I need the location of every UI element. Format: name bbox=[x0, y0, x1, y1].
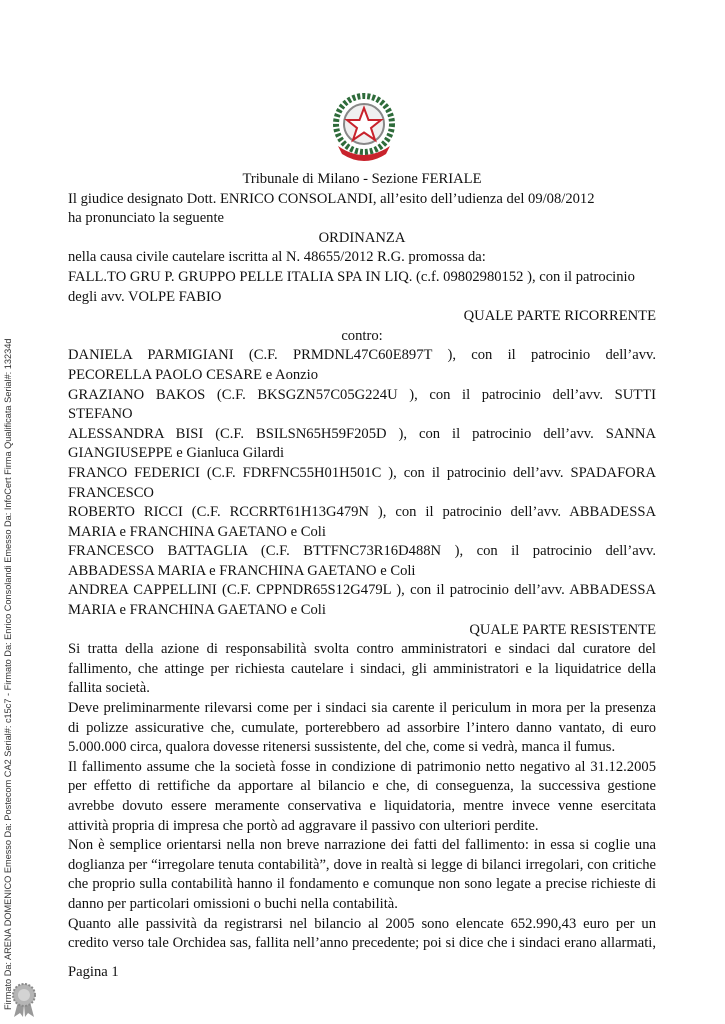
paragraph bbox=[68, 640, 656, 699]
defendant bbox=[68, 425, 656, 464]
plaintiff-line-2: degli avv. VOLPE FABIO bbox=[68, 288, 222, 305]
defendant bbox=[68, 464, 656, 503]
paragraph-line: avrebbe dovuto essere meramente conservativa e liquidatoria, mentre invece venne esercitata bbox=[68, 798, 656, 814]
defendant-line-2: FRANCESCO bbox=[68, 484, 154, 501]
paragraph-line: danno per particolari omissioni o buchi nella contabilità. bbox=[68, 895, 398, 912]
paragraph bbox=[68, 699, 656, 758]
paragraph-line: che proprio sulla contabilità hanno il fondamento e comunque non sono legate a precise richieste di bbox=[68, 876, 656, 893]
defendant-line-1: ALESSANDRA BISI (C.F. BSILSN65H59F205D ), con il patrocinio dell’avv. SANNA bbox=[68, 425, 656, 442]
paragraph-line: credito verso tale Orchidea sas, fallita nell’anno precedente; poi si dice che i sindaci erano allarmati, bbox=[68, 935, 656, 952]
judge-line: Il giudice designato Dott. ENRICO CONSOLANDI, all’esito dell’udienza del 09/08/2012 bbox=[68, 190, 595, 207]
defendant-line-2: PECORELLA PAOLO CESARE e Aonzio bbox=[68, 366, 319, 383]
defendant bbox=[68, 386, 656, 425]
defendant bbox=[68, 346, 656, 385]
paragraph-line: 5.000.000 circa, qualora dovesse ritenersi sussistente, del che, come si vedrà, manca il fumus. bbox=[68, 739, 616, 756]
paragraph-line: di polizze assicurative che, cumulate, porterebbero ad assorbire l’intero danno vantato, di euro bbox=[68, 719, 656, 736]
defendant-line-2: GIANGIUSEPPE e Gianluca Gilardi bbox=[68, 445, 285, 462]
paragraph-line: doglianza per “irregolare tenuta contabilità”, dove in realtà si legge di bilanci irregolari, con critiche bbox=[68, 856, 656, 873]
defendant-line-1: FRANCESCO BATTAGLIA (C.F. BTTFNC73R16D488N ), con il patrocinio dell’avv. bbox=[68, 543, 656, 560]
pronounced-line: ha pronunciato la seguente bbox=[68, 210, 225, 227]
plaintiff-line-1: FALL.TO GRU P. GRUPPO PELLE ITALIA SPA IN LIQ. (c.f. 09802980152 ), con il patrocinio bbox=[68, 268, 635, 285]
defendant-line-2: STEFANO bbox=[68, 406, 133, 423]
paragraph bbox=[68, 758, 656, 836]
court-header: Tribunale di Milano - Sezione FERIALE bbox=[242, 171, 482, 187]
defendant-line-2: ABBADESSA MARIA e FRANCHINA GAETANO e Coli bbox=[68, 562, 416, 579]
paragraph-line: fallita società. bbox=[68, 680, 150, 697]
paragraph-line: per effetto di rettifiche da apportare al bilancio e che, di conseguenza, la successiva gestione bbox=[68, 778, 656, 795]
defendant-line-1: ANDREA CAPPELLINI (C.F. CPPNDR65S12G479L ), con il patrocinio dell’avv. ABBADESSA bbox=[68, 582, 656, 599]
paragraph-line: Quanto alle passività da registrarsi nel bilancio al 2005 sono elencate 652.990,43 euro per un bbox=[68, 915, 656, 932]
defendant-line-1: GRAZIANO BAKOS (C.F. BKSGZN57C05G224U ), con il patrocinio dell’avv. SUTTI bbox=[68, 386, 656, 403]
defendant-line-2: MARIA e FRANCHINA GAETANO e Coli bbox=[68, 602, 326, 619]
defendant-line-1: DANIELA PARMIGIANI (C.F. PRMDNL47C60E897T ), con il patrocinio dell’avv. bbox=[68, 347, 656, 364]
defendant-line-2: MARIA e FRANCHINA GAETANO e Coli bbox=[68, 523, 326, 540]
defendant bbox=[68, 581, 656, 620]
paragraph-line: Deve preliminarmente rilevarsi come per i sindaci sia carente il periculum in mora per la presenza bbox=[68, 700, 656, 717]
paragraph bbox=[68, 836, 656, 914]
contro-label: contro: bbox=[341, 327, 383, 344]
paragraph-line: Si tratta della azione di responsabilità svolta contro amministratori e sindaci dal curatore del bbox=[68, 641, 656, 658]
case-line: nella causa civile cautelare iscritta al N. 48655/2012 R.G. promossa da: bbox=[68, 249, 486, 266]
document-type: ORDINANZA bbox=[318, 229, 406, 246]
digital-signature-note: Firmato Da: ARENA DOMENICO Emesso Da: Postecom CA2 Serial#: c15c7 - Firmato Da: Enrico Consolandi Emesso Da: InfoCert Firma Qualificata Serial#: 13234d bbox=[3, 338, 13, 1010]
page-number: Pagina 1 bbox=[68, 964, 119, 980]
italian-republic-emblem-icon bbox=[324, 86, 404, 166]
plaintiff-role: QUALE PARTE RICORRENTE bbox=[463, 308, 656, 325]
defendant bbox=[68, 503, 656, 542]
paragraph-line: attività propria di impresa che portò ad aggravare il passivo con ulteriori perdite. bbox=[68, 817, 539, 834]
paragraph-line: Non è semplice orientarsi nella non breve narrazione dei fatti del fallimento: in essa si coglie una bbox=[68, 837, 656, 854]
defendant-role: QUALE PARTE RESISTENTE bbox=[469, 621, 656, 638]
defendant bbox=[68, 542, 656, 581]
paragraph-line: fallimento, che attinge per richiesta cautelare i sindaci, gli amministratori e la liquidatrice della bbox=[68, 660, 656, 677]
digital-signature-seal-icon bbox=[8, 982, 40, 1018]
document-body bbox=[68, 170, 656, 954]
defendant-line-1: ROBERTO RICCI (C.F. RCCRRT61H13G479N ), con il patrocinio dell’avv. ABBADESSA bbox=[68, 504, 656, 521]
defendant-line-1: FRANCO FEDERICI (C.F. FDRFNC55H01H501C ), con il patrocinio dell’avv. SPADAFORA bbox=[68, 464, 656, 481]
paragraph-line: Il fallimento assume che la società fosse in condizione di patrimonio netto negativo al 31.12.2005 bbox=[68, 758, 656, 775]
paragraph bbox=[68, 915, 656, 954]
